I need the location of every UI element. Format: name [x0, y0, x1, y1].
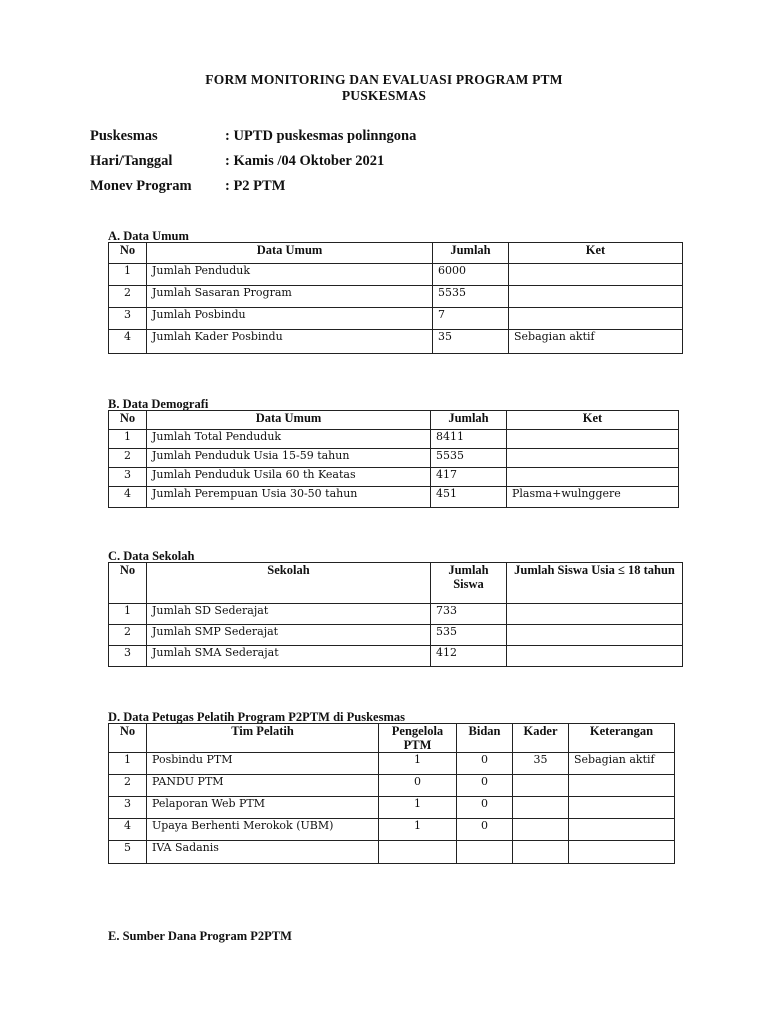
- meta-puskesmas: [90, 128, 416, 145]
- cell: 3: [109, 646, 147, 667]
- table-data-demografi: [108, 410, 679, 508]
- column-header: Jumlah: [431, 411, 507, 430]
- cell: 3: [109, 308, 147, 330]
- cell: 535: [431, 625, 507, 646]
- table-row: [109, 330, 683, 354]
- column-header: Ket: [509, 243, 683, 264]
- column-header: Jumlah: [433, 243, 509, 264]
- column-header: Jumlah Siswa: [431, 563, 507, 604]
- cell: PANDU PTM: [147, 775, 379, 797]
- meta-date: [90, 153, 384, 170]
- cell: 4: [109, 487, 147, 508]
- cell: Jumlah Total Penduduk: [147, 430, 431, 449]
- table-row: [109, 286, 683, 308]
- cell: [507, 468, 679, 487]
- cell: Jumlah Posbindu: [147, 308, 433, 330]
- cell: Jumlah Penduduk Usia 15-59 tahun: [147, 449, 431, 468]
- section-e-title: E. Sumber Dana Program P2PTM: [108, 929, 292, 943]
- cell: Sebagian aktif: [509, 330, 683, 354]
- cell: Jumlah Kader Posbindu: [147, 330, 433, 354]
- table-row: [109, 841, 675, 864]
- cell: 5: [109, 841, 147, 864]
- cell: Sebagian aktif: [569, 753, 675, 775]
- form-title: FORM MONITORING DAN EVALUASI PROGRAM PTM: [205, 72, 563, 87]
- cell: [513, 841, 569, 864]
- table-row: [109, 487, 679, 508]
- cell: 5535: [431, 449, 507, 468]
- cell: Jumlah SMP Sederajat: [147, 625, 431, 646]
- cell: 7: [433, 308, 509, 330]
- section-c-title: C. Data Sekolah: [108, 549, 195, 563]
- section-d-title: D. Data Petugas Pelatih Program P2PTM di Puskesmas: [108, 710, 405, 724]
- table-header-row: [109, 563, 683, 604]
- cell: [507, 604, 683, 625]
- column-header: Kader: [513, 724, 569, 753]
- column-header: No: [109, 724, 147, 753]
- table-petugas-pelatih: [108, 723, 675, 864]
- cell: Jumlah Perempuan Usia 30-50 tahun: [147, 487, 431, 508]
- cell: 0: [379, 775, 457, 797]
- column-header: Bidan: [457, 724, 513, 753]
- cell: [507, 449, 679, 468]
- cell: 8411: [431, 430, 507, 449]
- cell: [507, 430, 679, 449]
- cell: Jumlah Sasaran Program: [147, 286, 433, 308]
- cell: 0: [457, 797, 513, 819]
- cell: 4: [109, 330, 147, 354]
- meta-program: [90, 178, 285, 195]
- cell: Posbindu PTM: [147, 753, 379, 775]
- column-header: No: [109, 243, 147, 264]
- cell: [507, 625, 683, 646]
- cell: [513, 797, 569, 819]
- table-data-sekolah: [108, 562, 683, 667]
- meta-label: Hari/Tanggal: [90, 153, 173, 169]
- column-header: Pengelola PTM: [379, 724, 457, 753]
- meta-label: Monev Program: [90, 178, 192, 194]
- cell: [513, 819, 569, 841]
- cell: [569, 797, 675, 819]
- cell: [509, 264, 683, 286]
- table-row: [109, 625, 683, 646]
- cell: [507, 646, 683, 667]
- meta-value: : P2 PTM: [225, 178, 286, 194]
- cell: 2: [109, 625, 147, 646]
- cell: [513, 775, 569, 797]
- meta-value: : Kamis /04 Oktober 2021: [225, 153, 385, 169]
- table-header-row: [109, 411, 679, 430]
- cell: [379, 841, 457, 864]
- cell: Jumlah Penduduk: [147, 264, 433, 286]
- column-header: Data Umum: [147, 411, 431, 430]
- cell: 733: [431, 604, 507, 625]
- cell: [457, 841, 513, 864]
- cell: 1: [379, 797, 457, 819]
- cell: 2: [109, 449, 147, 468]
- section-a-title: A. Data Umum: [108, 229, 189, 243]
- column-header: Keterangan: [569, 724, 675, 753]
- cell: 0: [457, 753, 513, 775]
- table-data-umum: [108, 242, 683, 354]
- cell: 1: [109, 753, 147, 775]
- table-row: [109, 646, 683, 667]
- table-row: [109, 430, 679, 449]
- meta-label: Puskesmas: [90, 128, 158, 144]
- cell: 417: [431, 468, 507, 487]
- cell: Jumlah SD Sederajat: [147, 604, 431, 625]
- cell: Jumlah SMA Sederajat: [147, 646, 431, 667]
- cell: Pelaporan Web PTM: [147, 797, 379, 819]
- cell: 412: [431, 646, 507, 667]
- cell: 1: [379, 753, 457, 775]
- table-row: [109, 468, 679, 487]
- column-header: Jumlah Siswa Usia ≤ 18 tahun: [507, 563, 683, 604]
- cell: 35: [433, 330, 509, 354]
- column-header: Ket: [507, 411, 679, 430]
- section-b-title: B. Data Demografi: [108, 397, 209, 411]
- cell: Plasma+wulnggere: [507, 487, 679, 508]
- cell: 35: [513, 753, 569, 775]
- form-subtitle: PUSKESMAS: [341, 88, 427, 103]
- cell: 1: [109, 604, 147, 625]
- table-row: [109, 308, 683, 330]
- column-header: Tim Pelatih: [147, 724, 379, 753]
- cell: 1: [109, 430, 147, 449]
- cell: 0: [457, 819, 513, 841]
- cell: 451: [431, 487, 507, 508]
- cell: 4: [109, 819, 147, 841]
- table-header-row: [109, 724, 675, 753]
- table-header-row: [109, 243, 683, 264]
- cell: [509, 286, 683, 308]
- table-row: [109, 819, 675, 841]
- cell: 0: [457, 775, 513, 797]
- meta-value: : UPTD puskesmas polinngona: [225, 128, 417, 144]
- cell: [569, 775, 675, 797]
- cell: Upaya Berhenti Merokok (UBM): [147, 819, 379, 841]
- cell: [509, 308, 683, 330]
- table-row: [109, 449, 679, 468]
- cell: 5535: [433, 286, 509, 308]
- cell: 3: [109, 468, 147, 487]
- column-header: Sekolah: [147, 563, 431, 604]
- column-header: No: [109, 411, 147, 430]
- column-header: Data Umum: [147, 243, 433, 264]
- table-row: [109, 753, 675, 775]
- table-row: [109, 264, 683, 286]
- cell: 6000: [433, 264, 509, 286]
- cell: [569, 841, 675, 864]
- cell: 2: [109, 775, 147, 797]
- table-row: [109, 604, 683, 625]
- cell: IVA Sadanis: [147, 841, 379, 864]
- cell: 2: [109, 286, 147, 308]
- table-row: [109, 775, 675, 797]
- cell: Jumlah Penduduk Usila 60 th Keatas: [147, 468, 431, 487]
- cell: 1: [379, 819, 457, 841]
- cell: [569, 819, 675, 841]
- cell: 1: [109, 264, 147, 286]
- cell: 3: [109, 797, 147, 819]
- table-row: [109, 797, 675, 819]
- column-header: No: [109, 563, 147, 604]
